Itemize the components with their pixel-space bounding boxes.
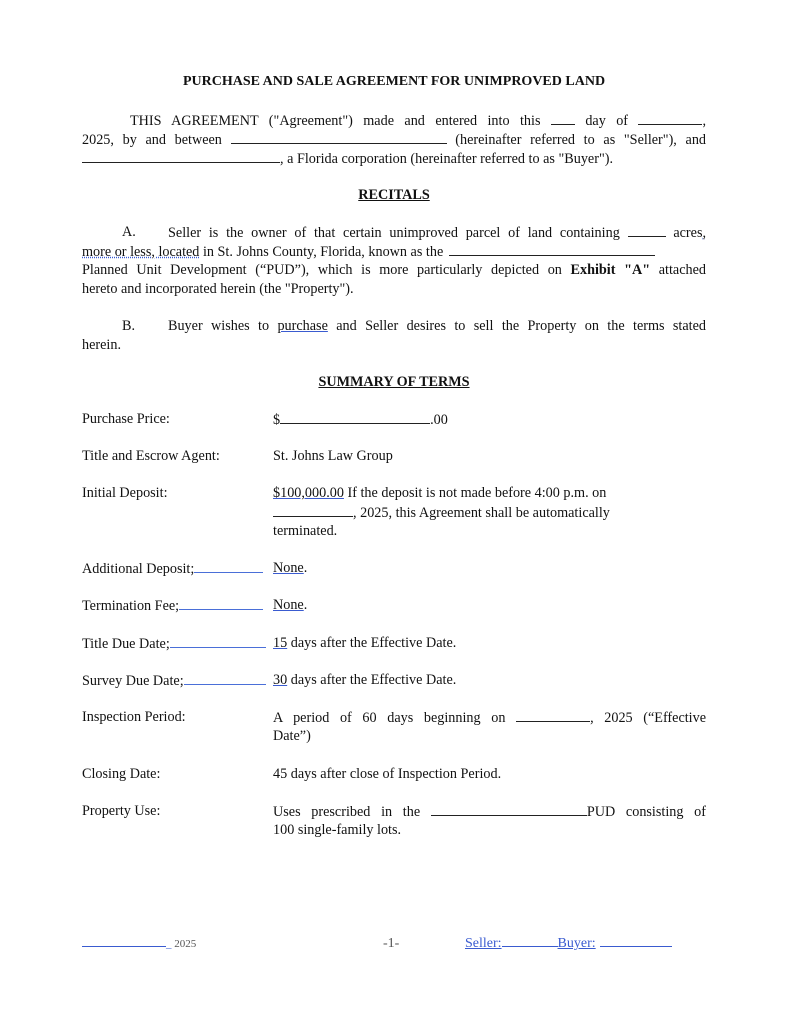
inspection-line-1: A period of 60 days beginning on , 2025 (“Effective <box>273 710 707 726</box>
initial-deposit-label: Initial Deposit: <box>82 485 168 501</box>
intro-line-2: 2025, by and between (hereinafter referred to as "Seller"), and <box>82 132 707 148</box>
inspection-label: Inspection Period: <box>82 709 186 725</box>
property-use-line-1: Uses prescribed in the PUD consisting of <box>273 804 706 820</box>
buyer-name-blank[interactable] <box>82 150 280 163</box>
recital-a-line-1: Seller is the owner of that certain unimproved parcel of land containing acres, <box>168 225 707 241</box>
page-number: -1- <box>383 936 400 951</box>
initial-deposit-line-3: terminated. <box>273 523 338 539</box>
additional-deposit-label: Additional Deposit; <box>82 560 263 578</box>
intro-line-1: THIS AGREEMENT ("Agreement") made and entered into this day of , <box>130 113 707 129</box>
survey-due-value: 30 days after the Effective Date. <box>273 672 457 688</box>
summary-heading: SUMMARY OF TERMS <box>318 374 470 390</box>
purchase-price-blank[interactable] <box>280 411 430 424</box>
inspection-line-2: Date”) <box>273 728 311 744</box>
title-agent-label: Title and Escrow Agent: <box>82 448 220 464</box>
pud-name-blank[interactable] <box>449 243 655 256</box>
termination-fee-label: Termination Fee; <box>82 597 263 615</box>
property-use-line-2: 100 single-family lots. <box>273 822 402 838</box>
footer-initials: Seller: Buyer: <box>465 936 672 952</box>
recital-a-line-2: more or less, located in St. Johns County, Florida, known as the <box>82 243 706 261</box>
recital-b-letter: B. <box>122 318 136 334</box>
document-title: PURCHASE AND SALE AGREEMENT FOR UNIMPROVED LAND <box>182 74 606 89</box>
footer-date: _ 2025 <box>82 936 196 950</box>
inspection-date-blank[interactable] <box>516 709 590 722</box>
deposit-date-blank[interactable] <box>273 504 353 517</box>
title-due-value: 15 days after the Effective Date. <box>273 635 457 651</box>
intro-line-3: , a Florida corporation (hereinafter referred to as "Buyer"). <box>82 150 706 168</box>
recitals-heading: RECITALS <box>358 187 430 203</box>
recital-b-line-2: herein. <box>82 337 121 353</box>
month-blank[interactable] <box>638 112 702 125</box>
closing-value: 45 days after close of Inspection Period. <box>273 766 502 782</box>
purchase-price-label: Purchase Price: <box>82 411 170 427</box>
title-agent-value: St. Johns Law Group <box>273 448 393 464</box>
pud-blank[interactable] <box>431 803 587 816</box>
property-use-label: Property Use: <box>82 803 161 819</box>
recital-a-letter: A. <box>122 224 136 240</box>
closing-label: Closing Date: <box>82 766 161 782</box>
purchase-price-value: $ .00 <box>273 412 448 428</box>
recital-a-line-4: hereto and incorporated herein (the "Property"). <box>82 281 354 297</box>
recital-a-line-3: Planned Unit Development (“PUD”), which is more particularly depicted on Exhibit "A" attached <box>82 262 707 278</box>
day-blank[interactable] <box>551 112 575 125</box>
title-due-label: Title Due Date; <box>82 635 266 653</box>
buyer-initial-blank[interactable] <box>600 936 672 947</box>
seller-initial-blank[interactable] <box>502 936 558 947</box>
seller-name-blank[interactable] <box>231 131 447 144</box>
acres-blank[interactable] <box>628 224 666 237</box>
additional-deposit-value: None. <box>273 560 308 576</box>
termination-fee-value: None. <box>273 597 308 613</box>
survey-due-label: Survey Due Date; <box>82 672 266 690</box>
initial-deposit-line-1: $100,000.00 If the deposit is not made before 4:00 p.m. on <box>273 485 607 501</box>
initial-deposit-line-2: , 2025, this Agreement shall be automatically <box>273 504 610 522</box>
recital-b-line-1: Buyer wishes to purchase and Seller desires to sell the Property on the terms stated <box>168 318 706 334</box>
